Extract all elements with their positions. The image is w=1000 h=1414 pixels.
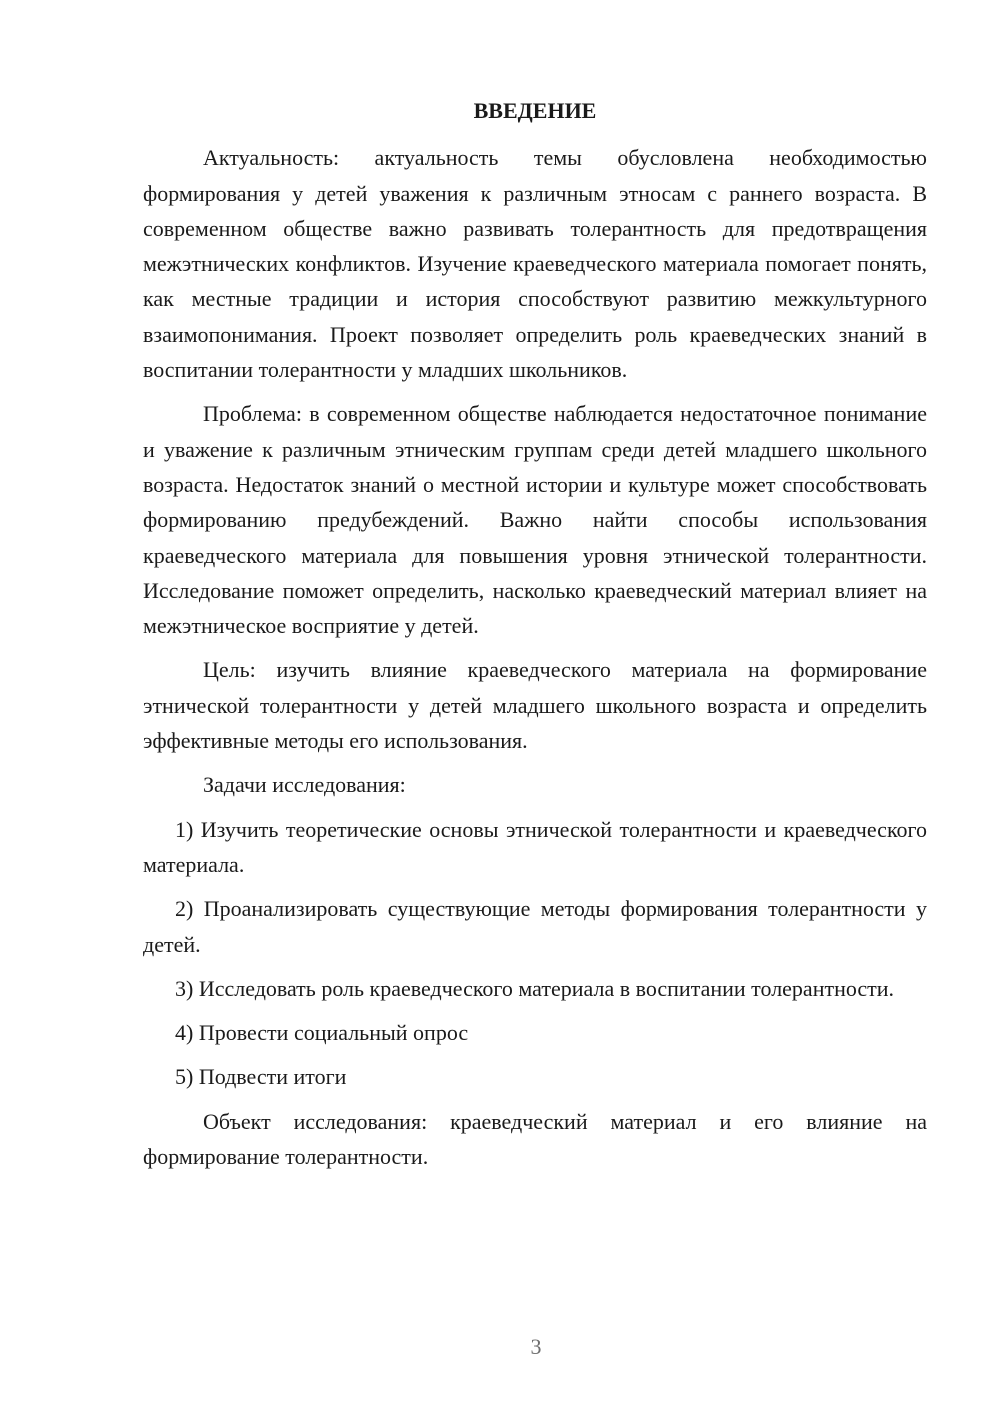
- task-item: 2) Проанализировать существующие методы формирования толерантности у детей.: [143, 896, 927, 957]
- task-item: 3) Исследовать роль краеведческого материала в воспитании толерантности.: [175, 975, 895, 1001]
- page-number: 3: [530, 1334, 542, 1359]
- task-item: 1) Изучить теоретические основы этнической толерантности и краеведческого материала.: [143, 816, 927, 877]
- paragraph-problem: Проблема: в современном обществе наблюдается недостаточное понимание и уважение к различным этническим группам среди детей младшего школьного возраста. Недостаток знаний о местной истории и культуре может способствовать формированию предубеждений. Важно найти способы использования краеведческого материала для повышения уровня этнической толерантности. Исследование поможет определить, насколько краеведческий материал влияет на межэтническое восприятие у детей.: [143, 401, 927, 639]
- task-item: 5) Подвести итоги: [175, 1064, 347, 1090]
- section-title: ВВЕДЕНИЕ: [473, 98, 597, 123]
- task-item: 4) Провести социальный опрос: [175, 1020, 469, 1046]
- paragraph-object: Объект исследования: краеведческий материал и его влияние на формирование толерантности.: [143, 1108, 927, 1170]
- paragraph-relevance: Актуальность: актуальность темы обусловлена необходимостью формирования у детей уважения к различным этносам с раннего возраста. В современном обществе важно развивать толерантность для предотвращения межэтнических конфликтов. Изучение краеведческого материала помогает понять, как местные традиции и история способствуют развитию межкультурного взаимопонимания. Проект позволяет определить роль краеведческих знаний в воспитании толерантности у младших школьников.: [143, 145, 927, 383]
- tasks-heading: Задачи исследования:: [203, 772, 406, 798]
- page-content: [143, 93, 927, 1183]
- paragraph-goal: Цель: изучить влияние краеведческого материала на формирование этнической толерантности у детей младшего школьного возраста и определить эффективные методы его использования.: [143, 657, 927, 754]
